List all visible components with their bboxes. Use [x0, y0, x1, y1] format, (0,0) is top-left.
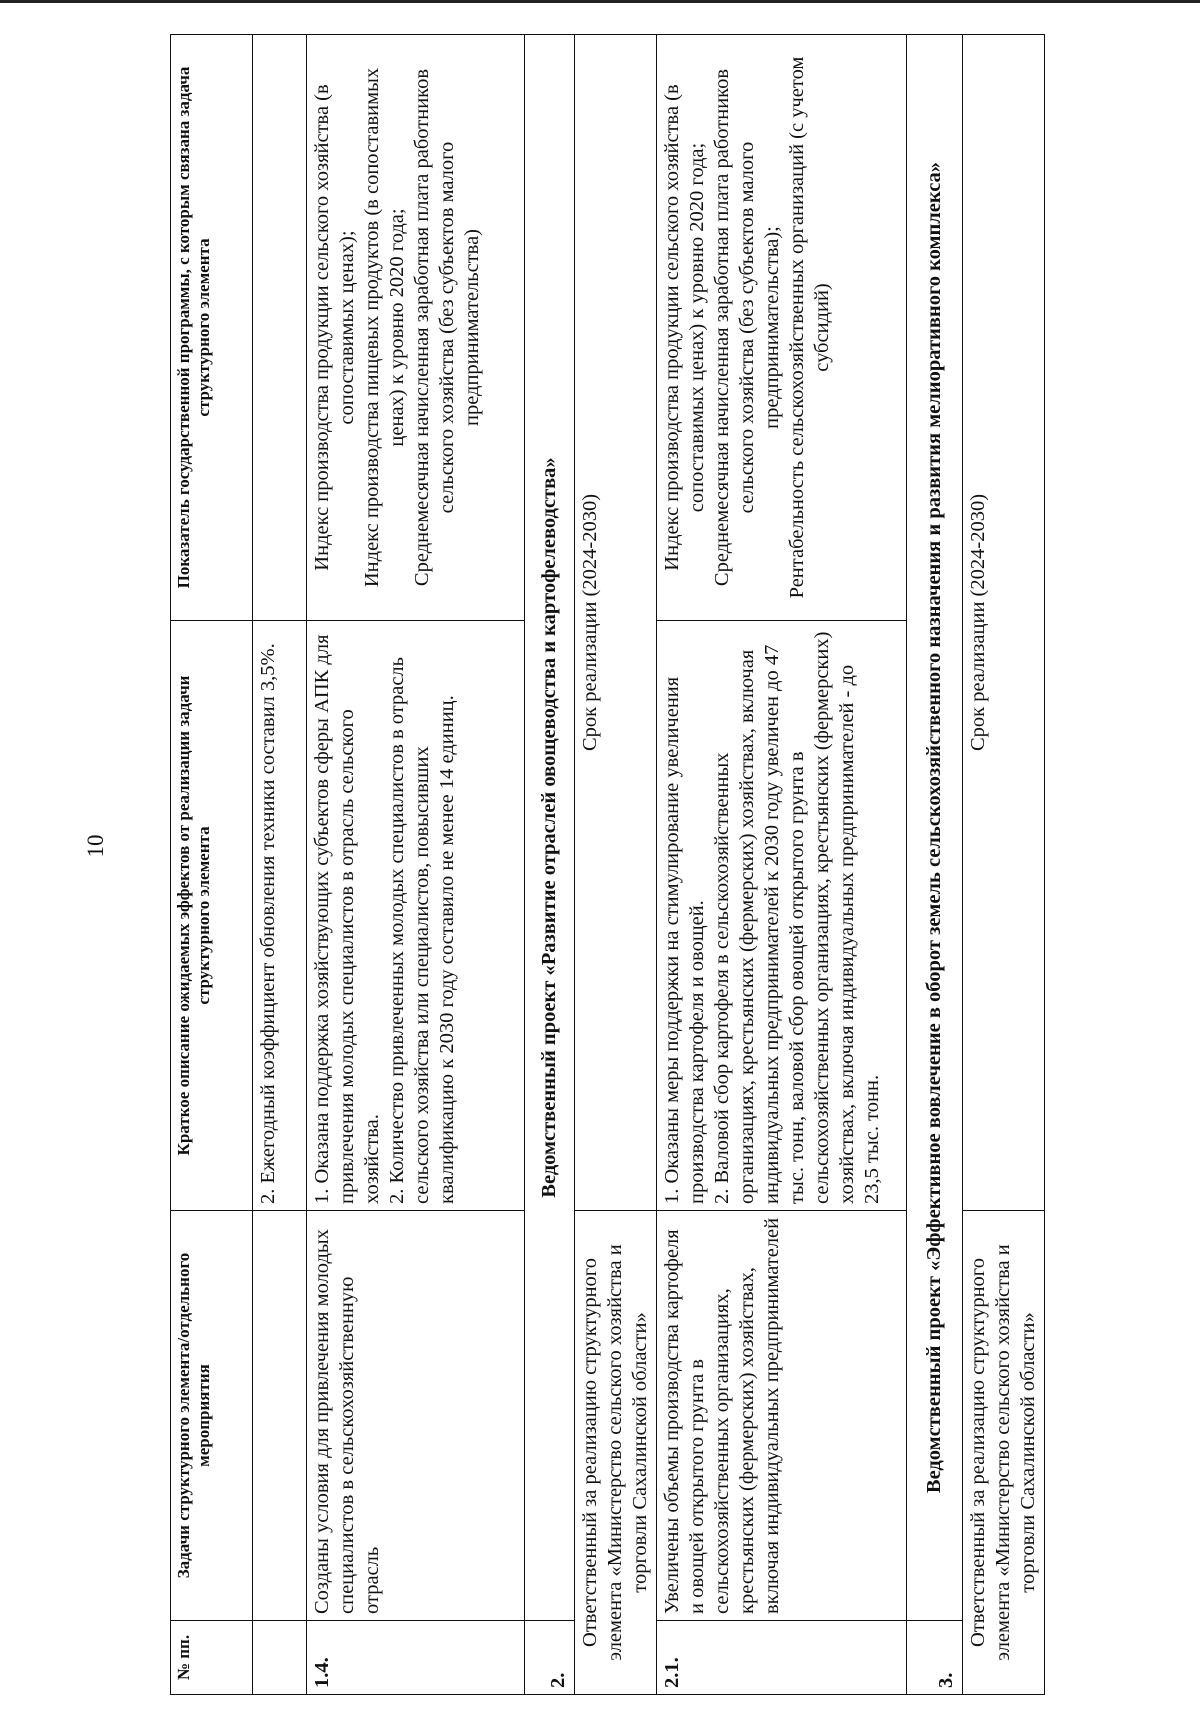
indicator-item: Индекс производства пищевых продуктов (в сопоставимых ценах) к уровню 2020 года; — [361, 67, 408, 588]
scan-edge — [0, 0, 1200, 3]
page-number: 10 — [83, 834, 108, 858]
effect-item: 1. Оказаны меры поддержки на стимулирование увеличения производства картофеля и овощей. — [661, 676, 708, 1204]
indicator-item: Рентабельность сельскохозяйственных организаций (с учетом субсидий) — [786, 56, 833, 599]
indicator-item: Среднемесячная начисленная заработная плата работников сельского хозяйства (без субъектов малого предпринимательства); — [711, 68, 783, 587]
row-number: 1.4. — [307, 1621, 525, 1695]
term-text: Срок реализации (2024-2030) — [963, 35, 1045, 1211]
effect-item: 2. Количество привлеченных молодых специалистов в отрасль сельского хозяйства или специалистов, повысивших квалификацию к 2030 году составило не менее 14 единиц. — [386, 656, 458, 1204]
section-number: 3. — [907, 1621, 963, 1695]
section-row — [907, 35, 963, 1695]
section-title: Ведомственный проект «Развитие отраслей овощеводства и картофелеводства» — [525, 35, 575, 1621]
cell-indicator — [253, 35, 307, 621]
table-row — [307, 35, 525, 1695]
cell-effect: 2. Ежегодный коэффициент обновления техники составил 3,5%. — [253, 621, 307, 1211]
cell-effect — [657, 621, 907, 1211]
indicator-item: Индекс производства продукции сельского хозяйства (в сопоставимых ценах); — [311, 84, 358, 571]
section-title: Ведомственный проект «Эффективное вовлечение в оборот земель сельскохозяйственного назначения и развития мелиоративного комплекса» — [907, 35, 963, 1621]
indicator-item: Индекс производства продукции сельского хозяйства (в сопоставимых ценах) к уровню 2020 года; — [661, 84, 708, 571]
header-row — [171, 35, 253, 1695]
effect-item: 1. Оказана поддержка хозяйствующих субъектов сферы АПК для привлечения молодых специалистов в отрасль сельского хозяйства. — [311, 634, 383, 1204]
table-row — [657, 35, 907, 1695]
responsible-row — [575, 35, 657, 1695]
effect-item: 2. Валовой сбор картофеля в сельскохозяйственных организациях, крестьянских (фермерских) хозяйствах, включая индивидуальных предпринимателей к 2030 году увеличен до 47 тыс. тонн, валовой сбор овощей открытого грунта в сельскохозяйственных организациях, крестьянских (фермерских) хозяйствах, включая индивидуальных предпринимателей - до 23,5 тыс. тонн. — [711, 631, 883, 1204]
rotated-table-container — [170, 35, 1200, 1695]
responsible-text: Ответственный за реализацию структурного элемента «Министерство сельского хозяйства и торговли Сахалинской области» — [575, 1211, 657, 1695]
cell-indicator — [307, 35, 525, 621]
table-row — [253, 35, 307, 1695]
cell-effect — [307, 621, 525, 1211]
term-text: Срок реализации (2024-2030) — [575, 35, 657, 1211]
section-number: 2. — [525, 1621, 575, 1695]
responsible-row — [963, 35, 1045, 1695]
indicator-item: Среднемесячная начисленная заработная плата работников сельского хозяйства (без субъектов малого предпринимательства) — [411, 68, 483, 587]
cell-task — [253, 1211, 307, 1621]
program-table — [170, 34, 1045, 1695]
cell-indicator — [657, 35, 907, 621]
header-effects: Краткое описание ожидаемых эффектов от реализации задачи структурного элемента — [171, 621, 253, 1211]
cell-task: Увеличены объемы производства картофеля и овощей открытого грунта в сельскохозяйственных организациях, крестьянских (фермерских) хозяйствах, включая индивидуальных предпринимателей — [657, 1211, 907, 1621]
cell-task: Созданы условия для привлечения молодых специалистов в сельскохозяйственную отрасль — [307, 1211, 525, 1621]
section-row — [525, 35, 575, 1695]
responsible-text: Ответственный за реализацию структурного элемента «Министерство сельского хозяйства и торговли Сахалинской области» — [963, 1211, 1045, 1695]
row-number: 2.1. — [657, 1621, 907, 1695]
header-num: № пп. — [171, 1621, 253, 1695]
header-task: Задачи структурного элемента/отдельного мероприятия — [171, 1211, 253, 1621]
header-indicator: Показатель государственной программы, с которым связана задача структурного элемента — [171, 35, 253, 621]
cell-num — [253, 1621, 307, 1695]
